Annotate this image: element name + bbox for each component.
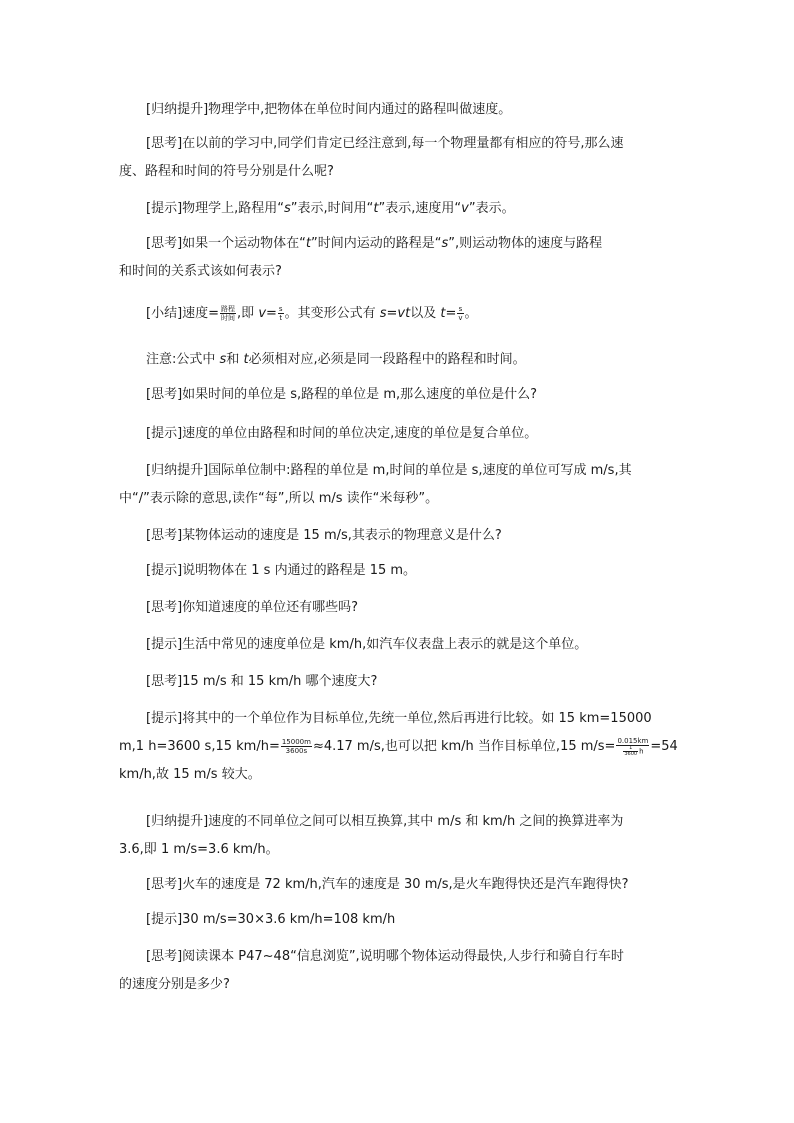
text-line: [思考]在以前的学习中,同学们肯定已经注意到,每一个物理量都有相应的符号,那么速 xyxy=(146,136,624,151)
paragraph-hint-compare xyxy=(119,705,679,789)
paragraph-think-other-units xyxy=(119,594,706,622)
paragraph-hint-meaning xyxy=(119,557,706,585)
paragraph-think-unit xyxy=(119,381,706,409)
text: [提示]速度的单位由路程和时间的单位决定,速度的单位是复合单位。 xyxy=(146,426,538,441)
paragraph-think-meaning xyxy=(119,522,706,550)
symbol-s: s xyxy=(441,236,449,251)
text: [提示]说明物体在 1 s 内通过的路程是 15 m。 xyxy=(146,563,417,578)
fraction-15000m-over-3600s xyxy=(281,738,312,755)
text: =54 xyxy=(650,739,678,754)
paragraph-think-reading xyxy=(119,943,679,999)
fraction-distance-over-time xyxy=(220,305,236,322)
fraction-numerator: s xyxy=(278,305,283,313)
symbol-v: v xyxy=(258,306,267,321)
paragraph-summary-conversion xyxy=(119,808,679,864)
text: [思考]某物体运动的速度是 15 m/s,其表示的物理意义是什么? xyxy=(146,528,502,543)
text-line: [归纳提升]国际单位制中:路程的单位是 m,时间的单位是 s,速度的单位可写成 m/s,其 xyxy=(146,463,632,478)
fraction-denominator xyxy=(616,746,649,757)
symbol-t: t xyxy=(305,236,311,251)
text-line: [归纳提升]速度的不同单位之间可以相互换算,其中 m/s 和 km/h 之间的换算进率为 xyxy=(146,814,624,829)
text: 以及 xyxy=(410,306,441,321)
paragraph-note xyxy=(119,346,706,374)
symbol-s: s xyxy=(219,352,227,367)
fraction-s-over-t xyxy=(278,305,284,322)
text: ”时间内运动的路程是“ xyxy=(311,236,442,251)
fraction-denominator: 时间 xyxy=(221,314,236,322)
fraction-numerator: 15000m xyxy=(281,738,311,746)
text: [思考]如果时间的单位是 s,路程的单位是 m,那么速度的单位是什么? xyxy=(146,387,538,402)
text: m,1 h=3600 s,15 km/h= xyxy=(119,739,280,754)
text: ”表示,时间用“ xyxy=(290,201,374,216)
text: 和 xyxy=(226,352,244,367)
fraction-km-over-h xyxy=(616,737,649,757)
text: [提示]生活中常见的速度单位是 km/h,如汽车仪表盘上表示的就是这个单位。 xyxy=(146,637,588,652)
paragraph-hint-kmh xyxy=(119,631,706,659)
text-line xyxy=(119,230,679,258)
text: 。其变形公式有 xyxy=(284,306,380,321)
paragraph-summary-si-unit xyxy=(119,457,679,513)
paragraph-think-compare xyxy=(119,668,706,696)
paragraph-think-relation xyxy=(119,230,679,286)
text: ”表示。 xyxy=(468,201,515,216)
formula-s-vt: s=vt xyxy=(379,306,411,321)
text: = xyxy=(266,306,277,321)
fraction-denominator: t xyxy=(279,314,283,322)
fraction-denominator: 3600s xyxy=(285,747,308,755)
text-line: 和时间的关系式该如何表示? xyxy=(119,264,282,279)
paragraph-think-train-car xyxy=(119,871,706,899)
text: [提示]30 m/s=30×3.6 km/h=108 km/h xyxy=(146,912,396,927)
fraction-1-over-3600 xyxy=(623,746,638,757)
text: ,即 xyxy=(237,306,259,321)
text: [归纳提升]物理学中,把物体在单位时间内通过的路程叫做速度。 xyxy=(146,102,512,117)
fraction-denominator: 3600 xyxy=(624,750,638,757)
paragraph-think-symbols xyxy=(119,130,679,186)
text: [思考]你知道速度的单位还有哪些吗? xyxy=(146,600,359,615)
paragraph-hint-unit xyxy=(119,420,706,448)
text-line: 的速度分别是多少? xyxy=(119,977,230,992)
text: 必须相对应,必须是同一段路程中的路程和时间。 xyxy=(248,352,526,367)
fraction-numerator: s xyxy=(458,305,463,313)
text: ≈4.17 m/s,也可以把 km/h 当作目标单位,15 m/s= xyxy=(312,739,616,754)
text: 。 xyxy=(464,306,478,321)
text-line: 3.6,即 1 m/s=3.6 km/h。 xyxy=(119,842,279,857)
text: [提示]物理学上,路程用“ xyxy=(146,201,285,216)
text: [思考]如果一个运动物体在“ xyxy=(146,236,306,251)
text: [思考]15 m/s 和 15 km/h 哪个速度大? xyxy=(146,674,378,689)
text-line: 度、路程和时间的符号分别是什么呢? xyxy=(119,164,334,179)
symbol-v: v xyxy=(461,201,469,216)
text: [小结]速度= xyxy=(146,306,220,321)
text-line: [提示]将其中的一个单位作为目标单位,先统一单位,然后再进行比较。如 15 km=15000 xyxy=(146,711,652,726)
paragraph-hint-symbols xyxy=(119,195,706,223)
fraction-s-over-v xyxy=(457,305,463,322)
paragraph-summary-speed-definition xyxy=(119,96,706,124)
text: [思考]火车的速度是 72 km/h,汽车的速度是 30 m/s,是火车跑得快还是汽车跑得快? xyxy=(146,877,629,892)
paragraph-summary-formula xyxy=(119,300,706,328)
text: 注意:公式中 xyxy=(146,352,220,367)
text: = xyxy=(445,306,457,321)
symbol-t: t xyxy=(440,306,446,321)
fraction-numerator: 路程 xyxy=(221,305,236,313)
fraction-numerator: 0.015km xyxy=(617,736,649,745)
text-line: [思考]阅读课本 P47~48“信息浏览”,说明哪个物体运动得最快,人步行和骑自行车时 xyxy=(146,949,624,964)
unit-h: h xyxy=(639,747,644,755)
symbol-t: t xyxy=(373,201,379,216)
symbol-t: t xyxy=(243,352,249,367)
text: ”,则运动物体的速度与路程 xyxy=(448,236,603,251)
fraction-numerator: 1 xyxy=(623,746,638,752)
text: ”表示,速度用“ xyxy=(378,201,462,216)
symbol-s: s xyxy=(284,201,291,216)
text-line: km/h,故 15 m/s 较大。 xyxy=(119,767,261,782)
text-line: 中“/”表示除的意思,读作“每”,所以 m/s 读作“米每秒”。 xyxy=(119,491,439,506)
text-line xyxy=(119,733,679,761)
paragraph-hint-train-car xyxy=(119,906,706,934)
fraction-denominator: v xyxy=(458,314,463,322)
